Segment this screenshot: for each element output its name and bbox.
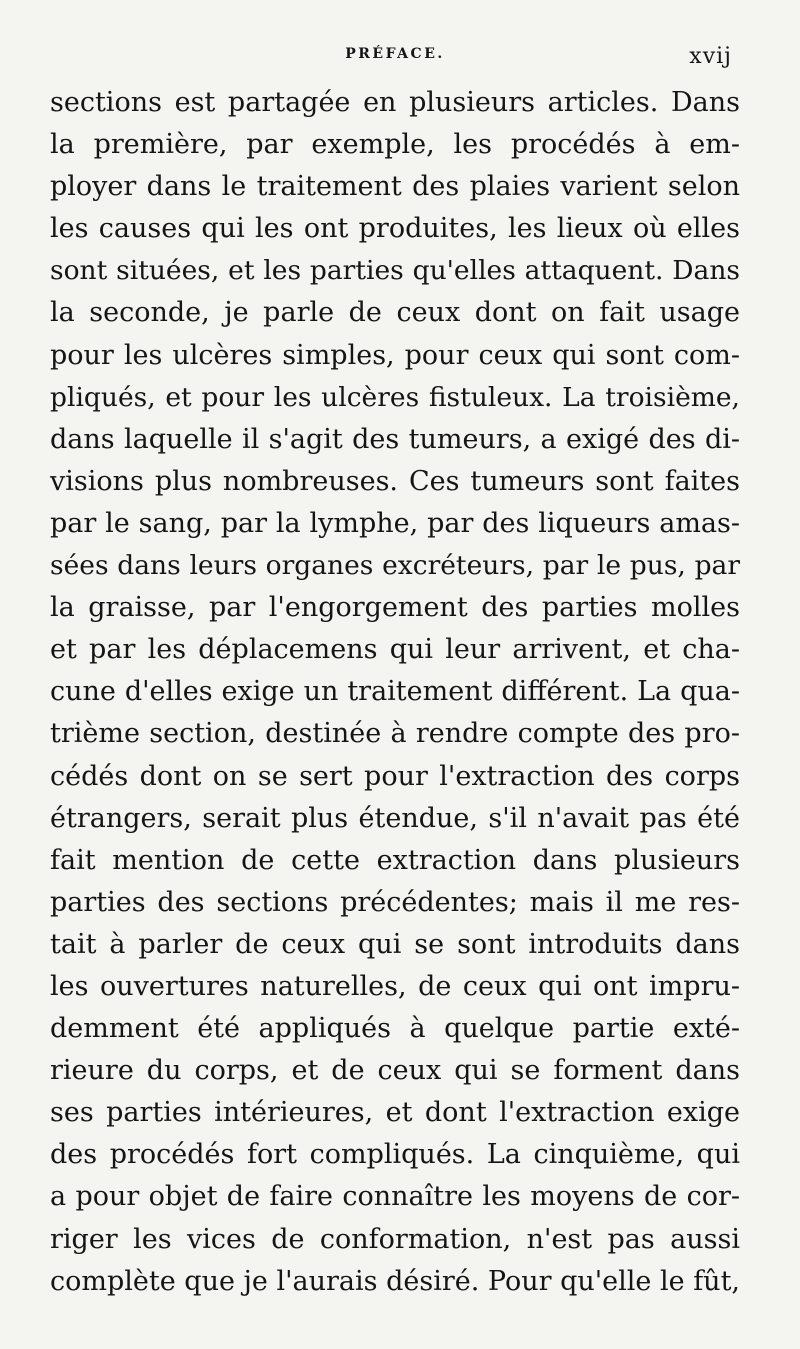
text-line: complète que je l'aurais désiré. Pour qu'elle le fût, (50, 1265, 741, 1297)
text-line: la première, par exemple, les procédés à em- (50, 129, 740, 161)
text-line: par le sang, par la lymphe, par des liqueurs amas- (50, 507, 740, 539)
text-line: sées dans leurs organes excréteurs, par le pus, par (50, 550, 740, 582)
text-line: ployer dans le traitement des plaies varient selon (50, 171, 740, 203)
running-title: PRÉFACE. (345, 46, 445, 62)
text-line: a pour objet de faire connaître les moyens de cor- (50, 1181, 740, 1213)
text-line: rieure du corps, et de ceux qui se forment dans (50, 1055, 740, 1087)
text-line: et par les déplacemens qui leur arrivent, et cha- (50, 634, 740, 666)
text-line: riger les vices de conformation, n'est pas aussi (50, 1223, 740, 1255)
text-line: des procédés fort compliqués. La cinquième, qui (50, 1139, 740, 1171)
text-line: cune d'elles exige un traitement différent. La qua- (50, 676, 740, 708)
text-line: étrangers, serait plus étendue, s'il n'avait pas été (50, 802, 740, 834)
text-line: tait à parler de ceux qui se sont introduits dans (50, 928, 740, 960)
text-line: la graisse, par l'engorgement des parties molles (50, 592, 740, 624)
text-line: pliqués, et pour les ulcères fistuleux. La troisième, (50, 381, 740, 413)
text-line: sections est partagée en plusieurs articles. Dans (50, 87, 740, 118)
text-line: fait mention de cette extraction dans plusieurs (50, 844, 740, 876)
text-line: la seconde, je parle de ceux dont on fait usage (50, 297, 740, 329)
text-line: les causes qui les ont produites, les lieux où elles (50, 213, 740, 245)
text-line: les ouvertures naturelles, de ceux qui ont impru- (50, 970, 740, 1002)
text-line: visions plus nombreuses. Ces tumeurs sont faites (50, 465, 740, 497)
text-line: trième section, destinée à rendre compte des pro- (50, 718, 740, 750)
text-line: dans laquelle il s'agit des tumeurs, a exigé des di- (50, 423, 740, 455)
text-line: cédés dont on se sert pour l'extraction des corps (50, 760, 740, 792)
text-line: ses parties intérieures, et dont l'extraction exige (50, 1097, 740, 1129)
text-line: parties des sections précédentes; mais il me res- (50, 886, 740, 918)
running-head (50, 46, 740, 76)
page-number: xvij (689, 44, 732, 69)
text-line: pour les ulcères simples, pour ceux qui sont com- (50, 339, 740, 371)
text-line: demment été appliqués à quelque partie exté- (50, 1013, 740, 1045)
body-text (50, 82, 740, 1303)
text-line: sont situées, et les parties qu'elles attaquent. Dans (50, 255, 740, 287)
